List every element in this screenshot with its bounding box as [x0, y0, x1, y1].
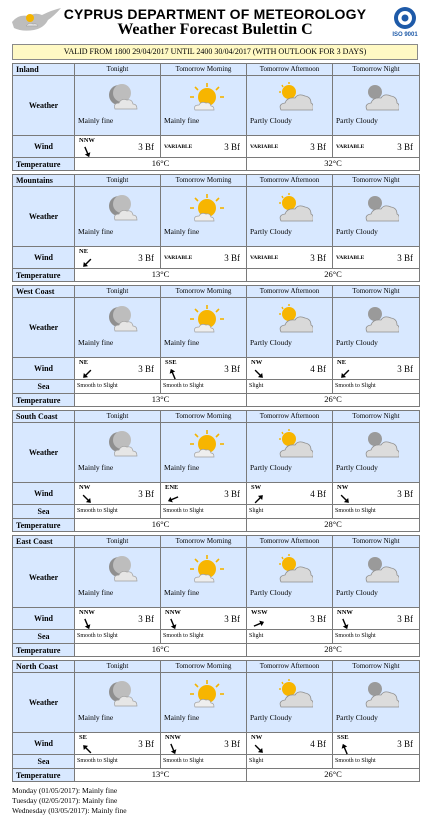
weather-label: Weather	[13, 187, 75, 247]
moon-cloud-partly-icon	[359, 554, 399, 586]
period-header: Tomorrow Night	[333, 411, 419, 423]
wind-arrow-icon	[167, 742, 179, 754]
wind-direction: ENE	[165, 484, 179, 491]
wind-arrow-icon	[81, 367, 93, 379]
wind-direction: VARIABLE	[164, 144, 193, 150]
wind-speed: 3 Bf	[397, 614, 413, 624]
page-title: CYPRUS DEPARTMENT OF METEOROLOGY	[63, 6, 367, 22]
weather-cell	[161, 187, 247, 247]
weather-description: Partly Cloudy	[336, 116, 378, 125]
sea-state: Smooth to Slight	[333, 755, 419, 769]
weather-description: Mainly fine	[78, 588, 114, 597]
wind-direction: NE	[337, 359, 347, 366]
forecast-regions	[0, 63, 430, 782]
region-name: North Coast	[13, 661, 75, 673]
weather-cell	[75, 298, 161, 358]
wind-speed: 3 Bf	[397, 364, 413, 374]
wind-label: Wind	[13, 136, 75, 158]
wind-speed: 3 Bf	[224, 739, 240, 749]
wind-arrow-icon	[167, 492, 179, 504]
temperature-tonight: 13°C	[75, 769, 247, 781]
temperature-label: Temperature	[13, 158, 75, 170]
temperature-tomorrow: 26°C	[324, 769, 342, 779]
weather-cell	[333, 187, 419, 247]
wind-arrow-icon	[167, 617, 179, 629]
temperature-label: Temperature	[13, 769, 75, 781]
period-header: Tonight	[75, 411, 161, 423]
sea-label: Sea	[13, 505, 75, 519]
wind-direction: NNW	[165, 609, 181, 616]
sun-cloud-icon	[187, 554, 227, 586]
wind-speed: 3 Bf	[310, 253, 326, 263]
validity-banner: VALID FROM 1800 29/04/2017 UNTIL 2400 30/04/2017 (WITH OUTLOOK FOR 3 DAYS)	[12, 44, 418, 60]
weather-cell	[75, 423, 161, 483]
wind-direction: VARIABLE	[250, 144, 279, 150]
iso-9001-logo-icon	[388, 4, 422, 38]
weather-label: Weather	[13, 298, 75, 358]
sea-label: Sea	[13, 755, 75, 769]
moon-cloud-icon	[101, 429, 141, 461]
wind-cell	[161, 483, 247, 505]
wind-speed: 3 Bf	[138, 489, 154, 499]
sea-label: Sea	[13, 630, 75, 644]
weather-cell	[161, 298, 247, 358]
wind-cell	[333, 247, 419, 269]
period-header: Tomorrow Afternoon	[247, 175, 333, 187]
wind-speed: 3 Bf	[224, 489, 240, 499]
outlook-line: Monday (01/05/2017): Mainly fine	[12, 786, 118, 795]
sea-state: Smooth to Slight	[75, 380, 161, 394]
temperature-tomorrow: 28°C	[324, 644, 342, 654]
region-block	[12, 660, 420, 782]
page-subtitle: Weather Forecast Bulettin C	[117, 21, 313, 38]
wind-cell	[247, 608, 333, 630]
wind-cell	[247, 358, 333, 380]
period-header: Tomorrow Morning	[161, 64, 247, 76]
wind-arrow-icon	[253, 492, 265, 504]
wind-cell	[333, 608, 419, 630]
period-header: Tomorrow Night	[333, 286, 419, 298]
sea-label: Sea	[13, 380, 75, 394]
period-header: Tomorrow Morning	[161, 411, 247, 423]
wind-speed: 3 Bf	[138, 739, 154, 749]
sun-cloud-partly-icon	[273, 679, 313, 711]
wind-cell	[247, 483, 333, 505]
temperature-tomorrow: 32°C	[324, 158, 342, 168]
weather-cell	[333, 423, 419, 483]
wind-speed: 3 Bf	[310, 614, 326, 624]
sea-state: Slight	[247, 630, 333, 644]
weather-cell	[247, 76, 333, 136]
moon-cloud-partly-icon	[359, 429, 399, 461]
wind-cell	[333, 483, 419, 505]
weather-description: Partly Cloudy	[336, 463, 378, 472]
weather-description: Partly Cloudy	[336, 588, 378, 597]
wind-label: Wind	[13, 733, 75, 755]
weather-description: Mainly fine	[78, 713, 114, 722]
wind-label: Wind	[13, 483, 75, 505]
wind-speed: 3 Bf	[138, 364, 154, 374]
weather-cell	[333, 673, 419, 733]
temperature-tonight: 16°C	[75, 644, 247, 656]
period-header: Tomorrow Night	[333, 536, 419, 548]
wind-speed: 3 Bf	[138, 614, 154, 624]
period-header: Tonight	[75, 64, 161, 76]
region-block	[12, 174, 420, 282]
sun-cloud-partly-icon	[273, 554, 313, 586]
region-name: West Coast	[13, 286, 75, 298]
period-header: Tomorrow Night	[333, 661, 419, 673]
wind-arrow-icon	[253, 367, 265, 379]
moon-cloud-icon	[101, 554, 141, 586]
weather-description: Mainly fine	[78, 116, 114, 125]
wind-direction: NNW	[337, 609, 353, 616]
sea-state: Smooth to Slight	[333, 505, 419, 519]
temperature-tonight: 16°C	[75, 519, 247, 531]
weather-cell	[161, 673, 247, 733]
wind-cell	[75, 358, 161, 380]
weather-cell	[333, 76, 419, 136]
weather-cell	[75, 187, 161, 247]
wind-speed: 4 Bf	[310, 364, 326, 374]
weather-description: Partly Cloudy	[336, 713, 378, 722]
weather-description: Partly Cloudy	[250, 463, 292, 472]
wind-speed: 3 Bf	[224, 142, 240, 152]
weather-description: Mainly fine	[78, 227, 114, 236]
weather-description: Mainly fine	[78, 338, 114, 347]
wind-direction: NW	[251, 734, 263, 741]
weather-description: Mainly fine	[164, 713, 200, 722]
period-header: Tonight	[75, 536, 161, 548]
wind-label: Wind	[13, 247, 75, 269]
weather-cell	[161, 423, 247, 483]
region-name: East Coast	[13, 536, 75, 548]
weather-cell	[75, 548, 161, 608]
region-block	[12, 285, 420, 407]
wind-cell	[75, 136, 161, 158]
weather-description: Mainly fine	[164, 463, 200, 472]
wind-speed: 3 Bf	[224, 253, 240, 263]
wind-direction: NNW	[79, 609, 95, 616]
weather-description: Partly Cloudy	[250, 588, 292, 597]
temperature-label: Temperature	[13, 644, 75, 656]
weather-description: Mainly fine	[164, 116, 200, 125]
wind-speed: 4 Bf	[310, 739, 326, 749]
period-header: Tomorrow Afternoon	[247, 661, 333, 673]
temperature-tomorrow: 26°C	[324, 269, 342, 279]
outlook-line: Wednesday (03/05/2017): Mainly fine	[12, 806, 127, 815]
sun-cloud-icon	[187, 193, 227, 225]
sea-state: Smooth to Slight	[75, 505, 161, 519]
sun-cloud-icon	[187, 679, 227, 711]
wind-direction: NW	[337, 484, 349, 491]
temperature-label: Temperature	[13, 519, 75, 531]
wind-cell	[247, 247, 333, 269]
weather-cell	[247, 298, 333, 358]
temperature-tonight: 13°C	[75, 394, 247, 406]
wind-cell	[247, 136, 333, 158]
period-header: Tomorrow Morning	[161, 536, 247, 548]
wind-speed: 3 Bf	[138, 253, 154, 263]
weather-description: Mainly fine	[164, 588, 200, 597]
region-name: Mountains	[13, 175, 75, 187]
weather-description: Partly Cloudy	[250, 338, 292, 347]
bulletin-header	[0, 0, 430, 42]
weather-description: Partly Cloudy	[336, 227, 378, 236]
weather-label: Weather	[13, 423, 75, 483]
sea-state: Smooth to Slight	[161, 505, 247, 519]
region-name: Inland	[13, 64, 75, 76]
weather-description: Mainly fine	[164, 227, 200, 236]
wind-speed: 3 Bf	[397, 489, 413, 499]
outlook	[12, 786, 418, 816]
period-header: Tonight	[75, 661, 161, 673]
wind-cell	[161, 733, 247, 755]
wind-arrow-icon	[339, 742, 351, 754]
region-name: South Coast	[13, 411, 75, 423]
wind-direction: VARIABLE	[336, 255, 365, 261]
weather-cell	[333, 548, 419, 608]
period-header: Tonight	[75, 286, 161, 298]
wind-arrow-icon	[253, 617, 265, 629]
temperature-tomorrow: 26°C	[324, 394, 342, 404]
wind-speed: 3 Bf	[310, 142, 326, 152]
wind-cell	[161, 136, 247, 158]
region-block	[12, 410, 420, 532]
weather-cell	[161, 548, 247, 608]
period-header: Tomorrow Morning	[161, 286, 247, 298]
wind-cell	[161, 247, 247, 269]
wind-direction: NNW	[165, 734, 181, 741]
wind-arrow-icon	[81, 492, 93, 504]
weather-label: Weather	[13, 76, 75, 136]
wind-speed: 3 Bf	[138, 142, 154, 152]
period-header: Tomorrow Morning	[161, 661, 247, 673]
sea-state: Smooth to Slight	[333, 630, 419, 644]
wind-direction: NE	[79, 359, 89, 366]
wind-direction: VARIABLE	[250, 255, 279, 261]
wind-direction: SE	[79, 734, 87, 741]
weather-description: Mainly fine	[164, 338, 200, 347]
wind-label: Wind	[13, 358, 75, 380]
period-header: Tomorrow Night	[333, 175, 419, 187]
sea-state: Slight	[247, 380, 333, 394]
moon-cloud-partly-icon	[359, 193, 399, 225]
wind-arrow-icon	[81, 256, 93, 268]
weather-description: Partly Cloudy	[250, 713, 292, 722]
weather-description: Partly Cloudy	[250, 116, 292, 125]
wind-speed: 3 Bf	[397, 142, 413, 152]
moon-cloud-icon	[101, 82, 141, 114]
wind-arrow-icon	[167, 367, 179, 379]
period-header: Tonight	[75, 175, 161, 187]
wind-direction: WSW	[251, 609, 268, 616]
period-header: Tomorrow Afternoon	[247, 286, 333, 298]
wind-arrow-icon	[339, 367, 351, 379]
wind-cell	[333, 136, 419, 158]
weather-label: Weather	[13, 548, 75, 608]
temperature-tonight: 13°C	[75, 269, 247, 281]
temperature-tonight: 16°C	[75, 158, 247, 170]
moon-cloud-icon	[101, 304, 141, 336]
period-header: Tomorrow Morning	[161, 175, 247, 187]
period-header: Tomorrow Night	[333, 64, 419, 76]
wind-cell	[161, 358, 247, 380]
weather-description: Partly Cloudy	[250, 227, 292, 236]
wind-cell	[333, 733, 419, 755]
sea-state: Smooth to Slight	[161, 630, 247, 644]
moon-cloud-partly-icon	[359, 82, 399, 114]
temperature-tomorrow: 28°C	[324, 519, 342, 529]
sea-state: Slight	[247, 505, 333, 519]
wind-direction: NE	[79, 248, 89, 255]
sea-state: Smooth to Slight	[75, 755, 161, 769]
weather-label: Weather	[13, 673, 75, 733]
weather-cell	[333, 298, 419, 358]
wind-direction: SSE	[337, 734, 349, 741]
wind-cell	[75, 733, 161, 755]
wind-arrow-icon	[81, 145, 93, 157]
weather-cell	[247, 673, 333, 733]
sun-cloud-partly-icon	[273, 193, 313, 225]
moon-cloud-partly-icon	[359, 679, 399, 711]
wind-speed: 3 Bf	[224, 364, 240, 374]
weather-cell	[247, 548, 333, 608]
sea-state: Slight	[247, 755, 333, 769]
wind-arrow-icon	[339, 492, 351, 504]
period-header: Tomorrow Afternoon	[247, 64, 333, 76]
outlook-line: Tuesday (02/05/2017): Mainly fine	[12, 796, 118, 805]
wind-direction: SSE	[165, 359, 177, 366]
wind-speed: 4 Bf	[310, 489, 326, 499]
iso-label: ISO 9001	[392, 32, 418, 38]
weather-description: Mainly fine	[78, 463, 114, 472]
wind-direction: NW	[79, 484, 91, 491]
weather-cell	[247, 187, 333, 247]
region-block	[12, 535, 420, 657]
wind-cell	[247, 733, 333, 755]
wind-arrow-icon	[339, 617, 351, 629]
sea-state: Smooth to Slight	[161, 380, 247, 394]
wind-label: Wind	[13, 608, 75, 630]
sea-state: Smooth to Slight	[161, 755, 247, 769]
weather-cell	[75, 673, 161, 733]
wind-speed: 3 Bf	[397, 739, 413, 749]
temperature-label: Temperature	[13, 269, 75, 281]
wind-direction: SW	[251, 484, 262, 491]
temperature-label: Temperature	[13, 394, 75, 406]
wind-speed: 3 Bf	[397, 253, 413, 263]
moon-cloud-partly-icon	[359, 304, 399, 336]
period-header: Tomorrow Afternoon	[247, 411, 333, 423]
weather-cell	[75, 76, 161, 136]
wind-speed: 3 Bf	[224, 614, 240, 624]
wind-cell	[161, 608, 247, 630]
sun-cloud-partly-icon	[273, 429, 313, 461]
sun-cloud-icon	[187, 82, 227, 114]
wind-direction: NW	[251, 359, 263, 366]
sun-cloud-partly-icon	[273, 82, 313, 114]
wind-arrow-icon	[81, 742, 93, 754]
wind-arrow-icon	[253, 742, 265, 754]
wind-cell	[75, 608, 161, 630]
weather-cell	[247, 423, 333, 483]
sea-state: Smooth to Slight	[75, 630, 161, 644]
wind-direction: VARIABLE	[164, 255, 193, 261]
sun-cloud-icon	[187, 304, 227, 336]
moon-cloud-icon	[101, 193, 141, 225]
wind-cell	[75, 247, 161, 269]
sea-state: Smooth to Slight	[333, 380, 419, 394]
period-header: Tomorrow Afternoon	[247, 536, 333, 548]
wind-direction: VARIABLE	[336, 144, 365, 150]
sun-cloud-icon	[187, 429, 227, 461]
region-block	[12, 63, 420, 171]
weather-cell	[161, 76, 247, 136]
sun-cloud-partly-icon	[273, 304, 313, 336]
wind-arrow-icon	[81, 617, 93, 629]
moon-cloud-icon	[101, 679, 141, 711]
wind-cell	[333, 358, 419, 380]
wind-cell	[75, 483, 161, 505]
wind-direction: NNW	[79, 137, 95, 144]
weather-description: Partly Cloudy	[336, 338, 378, 347]
